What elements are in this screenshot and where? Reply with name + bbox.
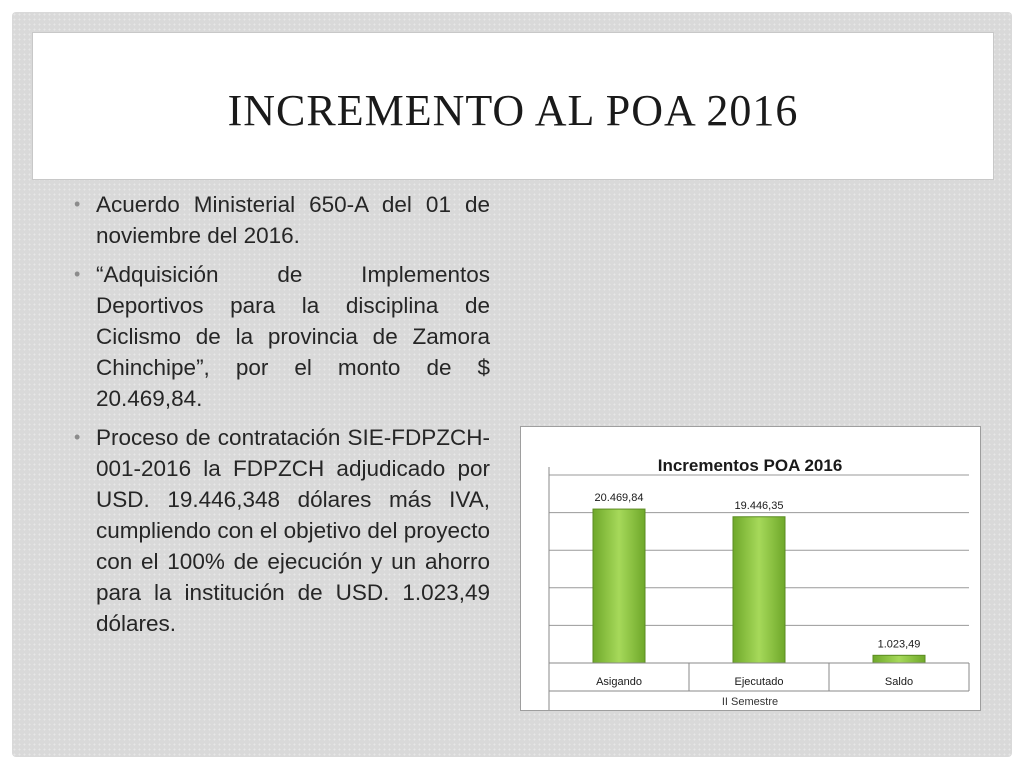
bar-chart [520, 426, 981, 711]
chart-x-axis-title: II Semestre [721, 696, 779, 708]
chart-bar [593, 509, 645, 663]
chart-title: Incrementos POA 2016 [657, 456, 843, 475]
chart-svg [521, 427, 980, 710]
bullet-text: “Adquisición de Implementos Deportivos para la disciplina de Ciclismo de la provincia de Zamora Chinchipe”, por el monto de $ 20.469,84. [96, 262, 490, 411]
bullet-dot-icon: • [74, 264, 81, 284]
title-box [32, 32, 994, 180]
bullet-text: Acuerdo Ministerial 650-A del 01 de noviembre del 2016. [96, 192, 490, 248]
chart-bar [733, 517, 785, 663]
chart-category-label: Asigando [596, 676, 642, 688]
slide [12, 12, 1012, 757]
chart-data-label: 20.469,84 [594, 492, 644, 505]
bullet-dot-icon: • [74, 427, 81, 447]
chart-category-label: Saldo [884, 676, 914, 688]
bullet-item [72, 422, 490, 639]
chart-bar [873, 655, 925, 663]
bullet-text: Proceso de contratación SIE-FDPZCH-001-2016 la FDPZCH adjudicado por USD. 19.446,348 dólares más IVA, cumpliendo con el objetivo del proyecto con el 100% de ejecución y un ahorro para la institución de USD. 1.023,49 dólares. [96, 425, 490, 636]
chart-data-label: 19.446,35 [734, 499, 784, 512]
bullet-list [72, 189, 490, 647]
chart-data-label: 1.023,49 [877, 638, 921, 651]
bullet-item [72, 259, 490, 414]
slide-title: INCREMENTO AL POA 2016 [227, 86, 799, 135]
bullet-item [72, 189, 490, 251]
chart-category-label: Ejecutado [734, 676, 784, 688]
bullet-dot-icon: • [74, 194, 81, 214]
